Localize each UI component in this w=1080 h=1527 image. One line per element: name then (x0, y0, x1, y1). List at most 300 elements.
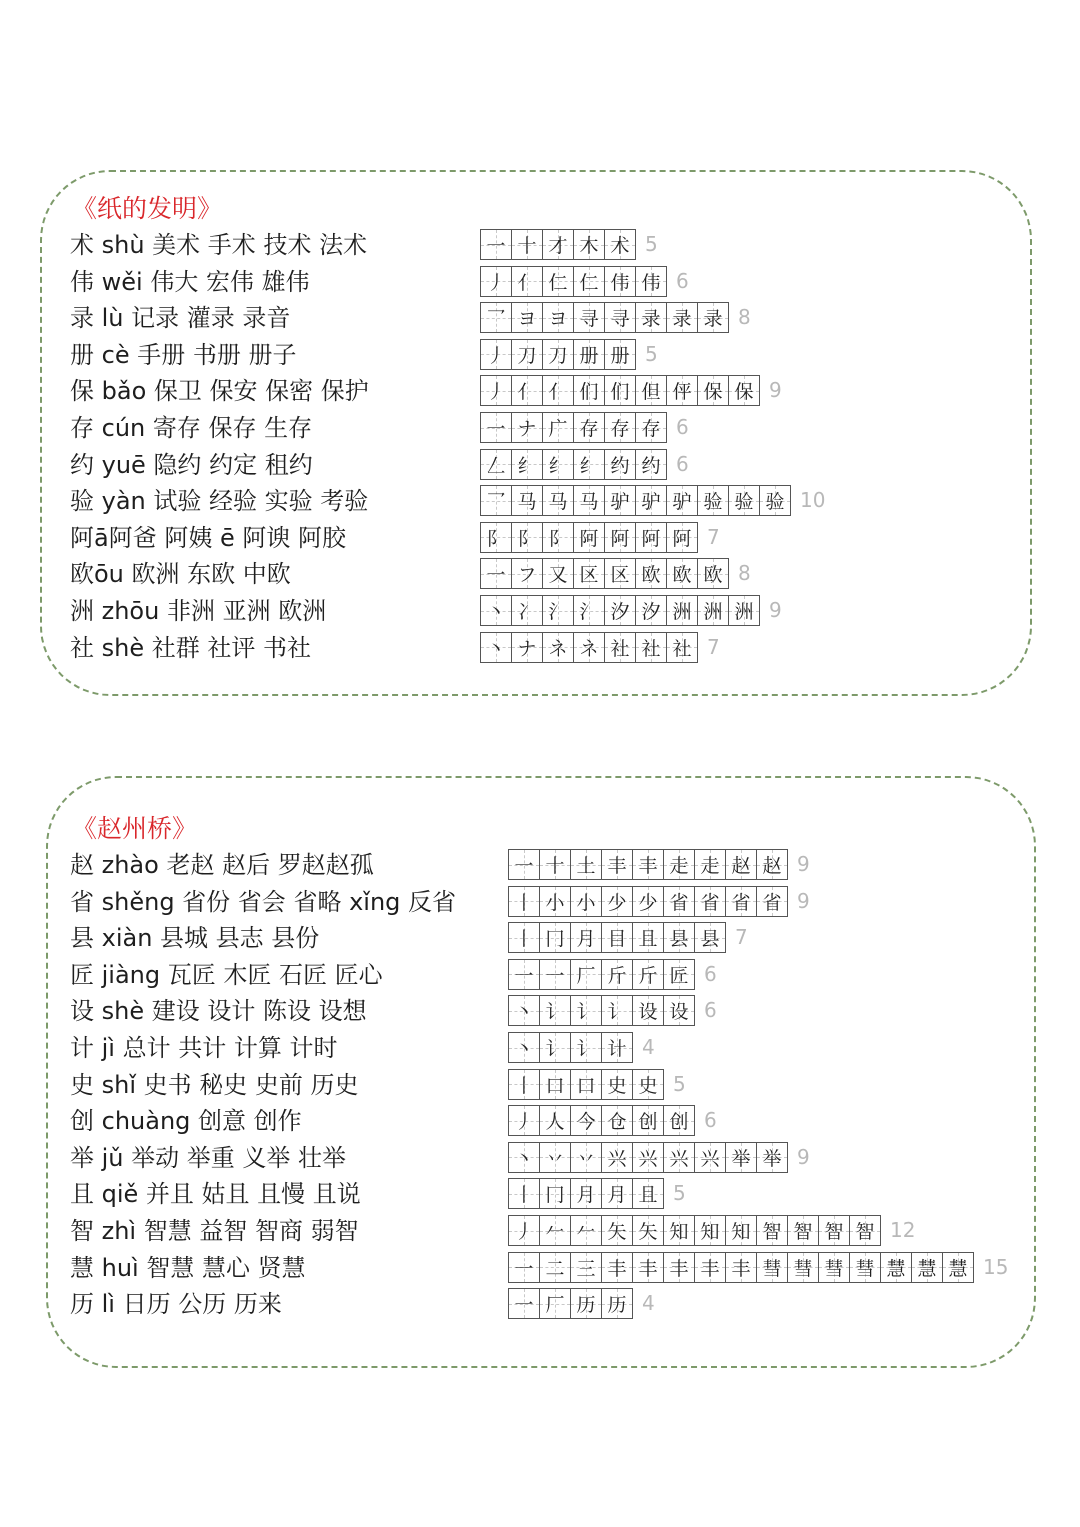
stroke-cell (604, 485, 636, 516)
stroke-order-row (508, 1142, 810, 1173)
stroke-step: 十 (545, 855, 565, 877)
vocab-line: 社 shè 社群 社评 书社 (70, 633, 311, 662)
stroke-cell (756, 886, 788, 917)
stroke-cell (480, 449, 512, 480)
stroke-cell (663, 922, 695, 953)
stroke-step: 录 (672, 308, 692, 331)
stroke-cell (570, 1288, 602, 1319)
stroke-order-row (480, 522, 720, 553)
vocab-line: 设 shè 建设 设计 陈设 设想 (70, 997, 367, 1026)
stroke-step: 阝 (548, 527, 568, 550)
stroke-cell (480, 412, 512, 443)
stroke-step: 走 (669, 855, 689, 877)
stroke-grid (480, 595, 760, 626)
stroke-cell (542, 266, 574, 297)
stroke-cell (570, 886, 602, 917)
stroke-step: 丰 (731, 1257, 751, 1280)
stroke-cell (604, 449, 636, 480)
stroke-step: 土 (576, 855, 596, 877)
stroke-step: 一 (486, 564, 506, 587)
stroke-cell (604, 375, 636, 406)
stroke-grid (480, 558, 729, 589)
stroke-cell (480, 522, 512, 553)
stroke-step: 驴 (672, 491, 692, 514)
stroke-cell (508, 1105, 540, 1136)
stroke-cell (663, 959, 695, 990)
stroke-grid (508, 1069, 664, 1100)
stroke-cell (635, 302, 667, 333)
stroke-cell (601, 995, 633, 1026)
stroke-count: 9 (797, 852, 810, 876)
stroke-step: 社 (610, 637, 630, 660)
vocab-line: 计 jì 总计 共计 计算 计时 (70, 1034, 338, 1062)
stroke-order-row (480, 266, 689, 297)
stroke-order-row (508, 959, 717, 990)
stroke-step: 三 (576, 1257, 596, 1280)
stroke-grid (480, 302, 729, 333)
stroke-count: 12 (890, 1218, 916, 1242)
stroke-cell (697, 595, 729, 626)
stroke-cell (542, 339, 574, 370)
stroke-cell (694, 1252, 726, 1283)
stroke-step: 区 (610, 564, 630, 587)
stroke-grid (480, 229, 636, 260)
stroke-step: 厂 (545, 1294, 565, 1317)
stroke-cell (787, 1252, 819, 1283)
vocab-line: 省 shěng 省份 省会 省略 xǐng 反省 (70, 887, 457, 916)
stroke-step: 丶 (514, 1147, 534, 1170)
stroke-step: 丰 (700, 1257, 720, 1280)
stroke-order-row (480, 229, 658, 260)
stroke-step: 𠃋 (486, 454, 506, 477)
stroke-count: 7 (735, 925, 748, 950)
stroke-order-row (508, 995, 717, 1026)
stroke-step: 省 (762, 891, 782, 914)
stroke-cell (632, 1252, 664, 1283)
stroke-step: 𠂉 (545, 1221, 565, 1243)
stroke-step: 保 (734, 381, 754, 404)
stroke-cell (663, 1142, 695, 1173)
stroke-step: 史 (607, 1074, 627, 1097)
stroke-step: 冂 (545, 928, 565, 951)
stroke-order-row (480, 412, 689, 443)
stroke-step: 丶 (486, 637, 506, 660)
stroke-cell (539, 1288, 571, 1319)
stroke-step: 丿 (514, 1111, 534, 1134)
stroke-cell (601, 1215, 633, 1246)
stroke-cell (697, 375, 729, 406)
stroke-cell (511, 266, 543, 297)
stroke-order-row (508, 849, 810, 880)
stroke-step: 创 (669, 1111, 689, 1134)
stroke-step: ヨ (517, 308, 537, 331)
stroke-cell (725, 1252, 757, 1283)
stroke-cell (942, 1252, 974, 1283)
stroke-step: 十 (517, 235, 537, 257)
stroke-step: 讠 (545, 1001, 565, 1024)
stroke-cell (570, 995, 602, 1026)
stroke-step: 丷 (545, 1147, 565, 1170)
stroke-step: 一 (514, 855, 534, 877)
stroke-step: 彗 (793, 1257, 813, 1280)
stroke-cell (542, 558, 574, 589)
stroke-step: 洲 (703, 601, 723, 623)
stroke-cell (756, 1252, 788, 1283)
stroke-cell (573, 449, 605, 480)
stroke-order-row (508, 1032, 655, 1063)
stroke-step: 彗 (762, 1257, 782, 1280)
vocab-line: 欧ōu 欧洲 东欧 中欧 (70, 560, 291, 589)
stroke-step: 讠 (545, 1038, 565, 1060)
stroke-order-row (480, 632, 720, 663)
stroke-step: 洲 (672, 601, 692, 623)
stroke-step: 省 (700, 891, 720, 914)
stroke-cell (508, 959, 540, 990)
stroke-grid (508, 922, 726, 953)
stroke-step: 兴 (638, 1147, 658, 1170)
stroke-step: 知 (731, 1221, 751, 1243)
stroke-step: 亻 (517, 271, 537, 294)
stroke-cell (480, 485, 512, 516)
stroke-cell (604, 302, 636, 333)
stroke-cell (539, 1142, 571, 1173)
stroke-cell (539, 1105, 571, 1136)
stroke-step: 欧 (703, 564, 723, 587)
stroke-count: 10 (800, 488, 826, 513)
stroke-cell (480, 595, 512, 626)
stroke-step: 讠 (607, 1001, 627, 1024)
stroke-cell (666, 302, 698, 333)
stroke-step: 目 (607, 928, 627, 951)
stroke-cell (632, 1142, 664, 1173)
stroke-cell (511, 375, 543, 406)
stroke-step: 兴 (607, 1147, 627, 1170)
stroke-step: 约 (641, 454, 661, 477)
stroke-step: 录 (641, 308, 661, 331)
vocab-line: 洲 zhōu 非洲 亚洲 欧洲 (70, 597, 327, 625)
stroke-count: 9 (797, 1144, 810, 1169)
stroke-cell (573, 412, 605, 443)
stroke-order-row (508, 886, 810, 917)
stroke-step: 伟 (610, 271, 630, 294)
stroke-step: 冫 (517, 601, 537, 623)
stroke-cell (663, 1252, 695, 1283)
stroke-step: 丰 (669, 1257, 689, 1280)
vocab-line: 伟 wěi 伟大 宏伟 雄伟 (70, 267, 310, 296)
stroke-cell (570, 959, 602, 990)
stroke-cell (539, 886, 571, 917)
stroke-cell (573, 522, 605, 553)
stroke-cell (697, 558, 729, 589)
stroke-step: 人 (545, 1111, 565, 1134)
stroke-count: 8 (738, 305, 751, 330)
stroke-order-row (508, 1215, 916, 1246)
stroke-order-row (480, 558, 751, 589)
stroke-cell (601, 1105, 633, 1136)
stroke-cell (666, 558, 698, 589)
stroke-cell (508, 886, 540, 917)
stroke-cell (601, 1032, 633, 1063)
stroke-step: 丰 (638, 855, 658, 877)
stroke-count: 4 (642, 1035, 655, 1059)
stroke-order-row (508, 1069, 686, 1100)
stroke-step: 口 (545, 1074, 565, 1097)
stroke-cell (635, 375, 667, 406)
stroke-cell (632, 886, 664, 917)
stroke-cell (880, 1252, 912, 1283)
stroke-cell (539, 1032, 571, 1063)
stroke-grid (480, 485, 791, 516)
stroke-cell (666, 632, 698, 663)
stroke-cell (539, 1252, 571, 1283)
stroke-cell (728, 595, 760, 626)
stroke-cell (508, 1215, 540, 1246)
stroke-cell (508, 1069, 540, 1100)
stroke-grid (508, 1032, 633, 1063)
vocab-line: 史 shǐ 史书 秘史 史前 历史 (70, 1070, 359, 1099)
stroke-step: 寻 (579, 308, 599, 331)
stroke-order-row (480, 449, 689, 480)
stroke-step: 县 (669, 928, 689, 951)
stroke-step: 丿 (486, 344, 506, 367)
stroke-cell (632, 1215, 664, 1246)
stroke-step: 慧 (948, 1257, 968, 1280)
stroke-cell (508, 1288, 540, 1319)
stroke-cell (604, 522, 636, 553)
stroke-cell (632, 849, 664, 880)
stroke-step: 们 (610, 381, 630, 404)
stroke-cell (604, 558, 636, 589)
stroke-cell (604, 229, 636, 260)
vocab-line: 存 cún 寄存 保存 生存 (70, 414, 313, 442)
vocab-line: 保 bǎo 保卫 保安 保密 保护 (70, 377, 369, 406)
stroke-step: 欧 (672, 564, 692, 587)
stroke-cell (728, 485, 760, 516)
stroke-step: 省 (731, 891, 751, 914)
stroke-count: 6 (676, 415, 689, 439)
stroke-step: 乛 (486, 308, 506, 331)
stroke-step: 兴 (700, 1147, 720, 1170)
stroke-step: 丷 (576, 1147, 596, 1170)
stroke-step: 册 (610, 344, 630, 367)
stroke-cell (570, 1032, 602, 1063)
stroke-step: 验 (765, 491, 785, 514)
stroke-step: 二 (545, 1257, 565, 1280)
stroke-cell (508, 849, 540, 880)
stroke-cell (480, 339, 512, 370)
stroke-cell (725, 1142, 757, 1173)
vocab-line: 创 chuàng 创意 创作 (70, 1107, 302, 1136)
stroke-step: 验 (703, 491, 723, 514)
stroke-grid (508, 1215, 881, 1246)
stroke-step: 历 (576, 1294, 596, 1317)
stroke-step: 一 (486, 418, 506, 440)
stroke-cell (697, 485, 729, 516)
stroke-step: 马 (548, 491, 568, 514)
stroke-grid (480, 449, 667, 480)
stroke-cell (480, 229, 512, 260)
stroke-step: 仓 (607, 1111, 627, 1134)
stroke-step: 创 (638, 1111, 658, 1134)
stroke-step: 丰 (607, 1257, 627, 1280)
stroke-step: 智 (793, 1221, 813, 1243)
stroke-cell (604, 266, 636, 297)
stroke-cell (632, 995, 664, 1026)
stroke-cell (694, 886, 726, 917)
stroke-count: 9 (769, 378, 782, 403)
stroke-cell (480, 558, 512, 589)
stroke-step: 阿 (579, 527, 599, 550)
vocab-line: 册 cè 手册 书册 册子 (70, 340, 297, 369)
stroke-cell (539, 959, 571, 990)
stroke-step: 验 (734, 491, 754, 514)
stroke-cell (601, 922, 633, 953)
stroke-cell (911, 1252, 943, 1283)
stroke-cell (570, 1105, 602, 1136)
stroke-cell (818, 1252, 850, 1283)
stroke-cell (542, 375, 574, 406)
stroke-cell (849, 1215, 881, 1246)
stroke-step: 一 (545, 964, 565, 987)
stroke-cell (694, 849, 726, 880)
stroke-cell (542, 449, 574, 480)
vocab-line: 验 yàn 试验 经验 实验 考验 (70, 487, 369, 516)
stroke-cell (632, 1069, 664, 1100)
stroke-cell (694, 922, 726, 953)
stroke-step: 举 (762, 1147, 782, 1170)
stroke-cell (511, 558, 543, 589)
stroke-cell (573, 558, 605, 589)
stroke-step: 社 (672, 637, 692, 660)
stroke-grid (508, 959, 695, 990)
stroke-cell (635, 266, 667, 297)
stroke-cell (508, 995, 540, 1026)
stroke-step: 少 (638, 891, 658, 914)
vocab-line: 阿ā阿爸 阿姨 ē 阿谀 阿胶 (70, 523, 346, 552)
stroke-count: 6 (676, 451, 689, 476)
stroke-grid (480, 266, 667, 297)
vocab-line: 赵 zhào 老赵 赵后 罗赵赵孤 (70, 851, 374, 879)
vocab-line: 举 jǔ 举动 举重 义举 壮举 (70, 1143, 347, 1172)
stroke-count: 15 (983, 1254, 1009, 1279)
stroke-step: 彗 (824, 1257, 844, 1280)
stroke-step: 保 (703, 381, 723, 404)
stroke-cell (539, 1069, 571, 1100)
stroke-cell (542, 595, 574, 626)
stroke-step: 丿 (486, 271, 506, 294)
stroke-cell (601, 886, 633, 917)
stroke-step: 矢 (638, 1221, 658, 1243)
stroke-cell (511, 632, 543, 663)
stroke-cell (601, 1288, 633, 1319)
vocab-line: 术 shù 美术 手术 技术 法术 (70, 231, 368, 259)
stroke-step: 丿 (486, 381, 506, 404)
stroke-grid (508, 1105, 695, 1136)
stroke-cell (573, 595, 605, 626)
stroke-grid (480, 632, 698, 663)
stroke-count: 7 (707, 634, 720, 659)
stroke-count: 6 (704, 1108, 717, 1133)
stroke-step: フ (517, 564, 537, 587)
stroke-step: 存 (641, 418, 661, 440)
stroke-cell (604, 595, 636, 626)
stroke-step: 仁 (579, 271, 599, 294)
stroke-step: 驴 (641, 491, 661, 514)
stroke-order-row (508, 1178, 686, 1209)
stroke-cell (511, 449, 543, 480)
stroke-step: 小 (576, 891, 596, 914)
stroke-cell (601, 849, 633, 880)
stroke-step: 纟 (579, 454, 599, 477)
stroke-step: 智 (855, 1221, 875, 1243)
stroke-step: 伟 (641, 271, 661, 294)
stroke-cell (542, 229, 574, 260)
stroke-step: 汐 (610, 601, 630, 623)
stroke-step: 阝 (517, 527, 537, 550)
stroke-cell (542, 412, 574, 443)
stroke-cell (573, 302, 605, 333)
stroke-cell (542, 485, 574, 516)
stroke-cell (508, 1032, 540, 1063)
stroke-cell (570, 1252, 602, 1283)
stroke-order-row (480, 375, 782, 406)
stroke-count: 8 (738, 561, 751, 586)
stroke-grid (508, 886, 788, 917)
stroke-step: 计 (607, 1038, 627, 1060)
stroke-step: 讠 (576, 1038, 596, 1060)
stroke-cell (539, 849, 571, 880)
stroke-count: 6 (704, 998, 717, 1023)
stroke-cell (756, 1142, 788, 1173)
stroke-step: 小 (545, 891, 565, 914)
stroke-cell (539, 922, 571, 953)
stroke-step: 且 (638, 1184, 658, 1207)
stroke-step: 汐 (641, 601, 661, 623)
vocab-line: 匠 jiàng 瓦匠 木匠 石匠 匠心 (70, 960, 383, 989)
vocab-line: 智 zhì 智慧 益智 智商 弱智 (70, 1217, 359, 1245)
stroke-cell (573, 485, 605, 516)
stroke-cell (663, 1215, 695, 1246)
stroke-count: 5 (645, 341, 658, 366)
stroke-order-row (508, 1288, 655, 1319)
stroke-cell (728, 375, 760, 406)
stroke-count: 9 (797, 888, 810, 913)
stroke-step: 历 (607, 1294, 627, 1317)
stroke-step: 一 (514, 1257, 534, 1280)
stroke-cell (818, 1215, 850, 1246)
stroke-cell (697, 302, 729, 333)
stroke-step: 氵 (579, 601, 599, 623)
stroke-cell (601, 1069, 633, 1100)
stroke-cell (632, 1105, 664, 1136)
stroke-step: 赵 (731, 855, 751, 877)
stroke-step: 一 (486, 235, 506, 257)
stroke-step: 月 (576, 1184, 596, 1207)
stroke-cell (573, 229, 605, 260)
stroke-cell (635, 485, 667, 516)
stroke-cell (480, 632, 512, 663)
stroke-step: 一 (514, 964, 534, 987)
stroke-cell (635, 522, 667, 553)
stroke-order-row (508, 1105, 717, 1136)
stroke-cell (480, 266, 512, 297)
stroke-grid (480, 339, 636, 370)
stroke-step: 丰 (638, 1257, 658, 1280)
stroke-step: 仁 (548, 271, 568, 294)
stroke-step: 丨 (514, 1184, 534, 1207)
stroke-cell (511, 339, 543, 370)
stroke-step: 术 (610, 235, 630, 257)
